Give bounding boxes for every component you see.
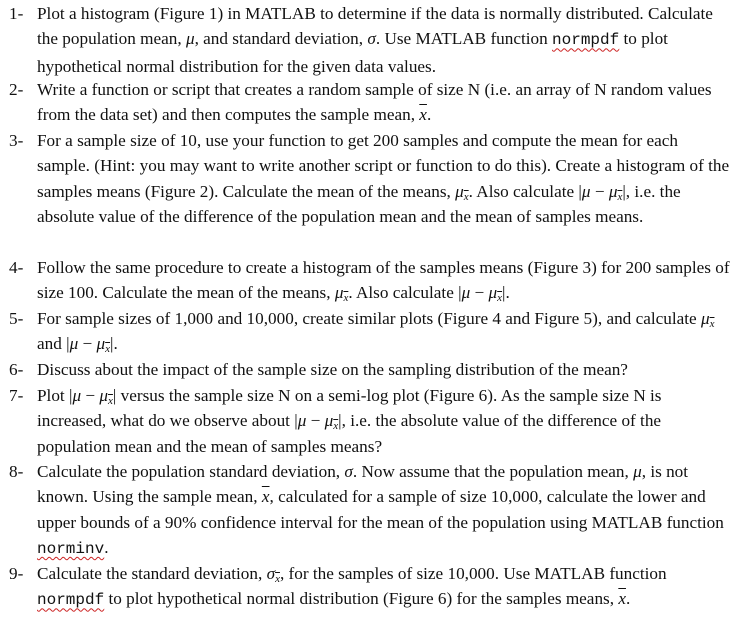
sigma-xbar-symbol: $\sigma_{\overline{x}}$ [266,564,280,585]
item-text: . Now assume that the population mean, [352,462,634,481]
item-number: 9- [9,564,24,583]
item-text: . Use MATLAB function [375,29,553,49]
mu-xbar-symbol: $\mu_{\overline{x}}$ [700,309,715,330]
assignment-document [0,1,734,637]
list-item-3 [0,128,734,255]
abs-difference-expression: $|\mu - \mu_{\overline{x}}|$ [294,411,342,433]
item-number: 5- [9,309,24,328]
mu-symbol: μ [185,29,195,49]
item-number: 2- [9,80,24,99]
abs-difference-expression: $|\mu - \mu_{\overline{x}}|$ [578,181,626,203]
item-text: , i.e. the absolute value of the difference of the population mean and the mean of samples means? [37,411,662,456]
item-text: For sample sizes of 1,000 and 10,000, create similar plots (Figure 4 and Figure 5), and calculate [37,309,701,328]
list-item-8 [0,459,734,561]
item-text: Follow the same procedure to create a histogram of the samples means (Figure 3) for 200 samples of size 100. Calculate the mean of the means, [37,258,730,303]
xbar-symbol: $\overline{x}$ [618,589,626,609]
item-text: For a sample size of 10, use your function to get 200 samples and compute the mean for each sample. (Hint: you may want to write another script or function to do this). Create a histogram of the samples means (Figure 2). Calculate the mean of the means, [37,131,730,201]
item-text: . [625,589,631,609]
item-text: , calculated for a sample of size 10,000, calculate the lower and upper bounds of a 90% confidence interval for the mean of the population using MATLAB function [37,487,724,532]
sigma-symbol: σ [367,29,376,49]
xbar-symbol: $\overline{x}$ [419,105,427,125]
code-norminv: norminv [37,540,105,559]
item-text: , and standard deviation, [194,29,368,49]
item-text: Plot [37,386,69,405]
list-item-5 [0,306,734,357]
list-item-7 [0,383,734,459]
item-number: 4- [9,258,24,277]
item-text: Calculate the standard deviation, [37,564,267,583]
item-text: . Also calculate [468,181,579,201]
item-text: Plot a histogram (Figure 1) in MATLAB to determine if the data is normally distributed. Calculate the population mean, [37,4,713,49]
abs-difference-expression: $|\mu - \mu_{\overline{x}}|$ [66,334,114,356]
item-text: Calculate the population standard deviation, [37,462,345,481]
item-text: Write a function or script that creates a random sample of size N (i.e. an array of N random values from the data set) and then computes the sample mean, [37,80,712,125]
xbar-symbol: $\overline{x}$ [261,487,270,507]
item-text: . [505,283,510,303]
item-text: , i.e. the absolute value of the difference of the population mean and the mean of samples means. [37,181,681,227]
item-text: . [426,105,432,125]
item-number: 1- [9,4,24,23]
sigma-symbol: σ [344,462,353,481]
item-text: , is not known. Using the sample mean, [37,462,689,507]
item-number: 3- [9,131,24,150]
code-normpdf: normpdf [37,591,105,610]
list-item-9 [0,561,734,637]
abs-difference-expression: $|\mu - \mu_{\overline{x}}|$ [458,283,506,305]
item-text: . [113,334,118,354]
item-text: to plot hypothetical normal distribution (Figure 6) for the samples means, [104,589,619,609]
list-item-4 [0,255,734,306]
list-item-2 [0,77,734,128]
list-item-1 [0,1,734,77]
mu-xbar-symbol: $\mu_{\overline{x}}$ [334,283,349,305]
item-text: . [104,538,109,558]
item-number: 7- [9,386,24,405]
item-text: versus the sample size N on a semi-log plot (Figure 6). As the sample size N is increased, what do we observe about [37,386,662,431]
mu-symbol: μ [633,462,642,481]
code-normpdf: normpdf [552,31,620,50]
item-number: 6- [9,360,24,379]
item-text: Discuss about the impact of the sample size on the sampling distribution of the mean? [37,360,628,379]
item-text: to plot hypothetical normal distribution for the given data values. [37,29,668,76]
list-item-6 [0,357,734,383]
item-text: and [37,334,67,354]
abs-difference-expression: $|\mu - \mu_{\overline{x}}|$ [69,386,117,407]
item-text: , for the samples of size 10,000. Use MATLAB function [279,564,667,583]
mu-xbar-symbol: $\mu_{\overline{x}}$ [455,181,469,203]
item-text: . Also calculate [348,283,459,303]
item-number: 8- [9,462,24,481]
